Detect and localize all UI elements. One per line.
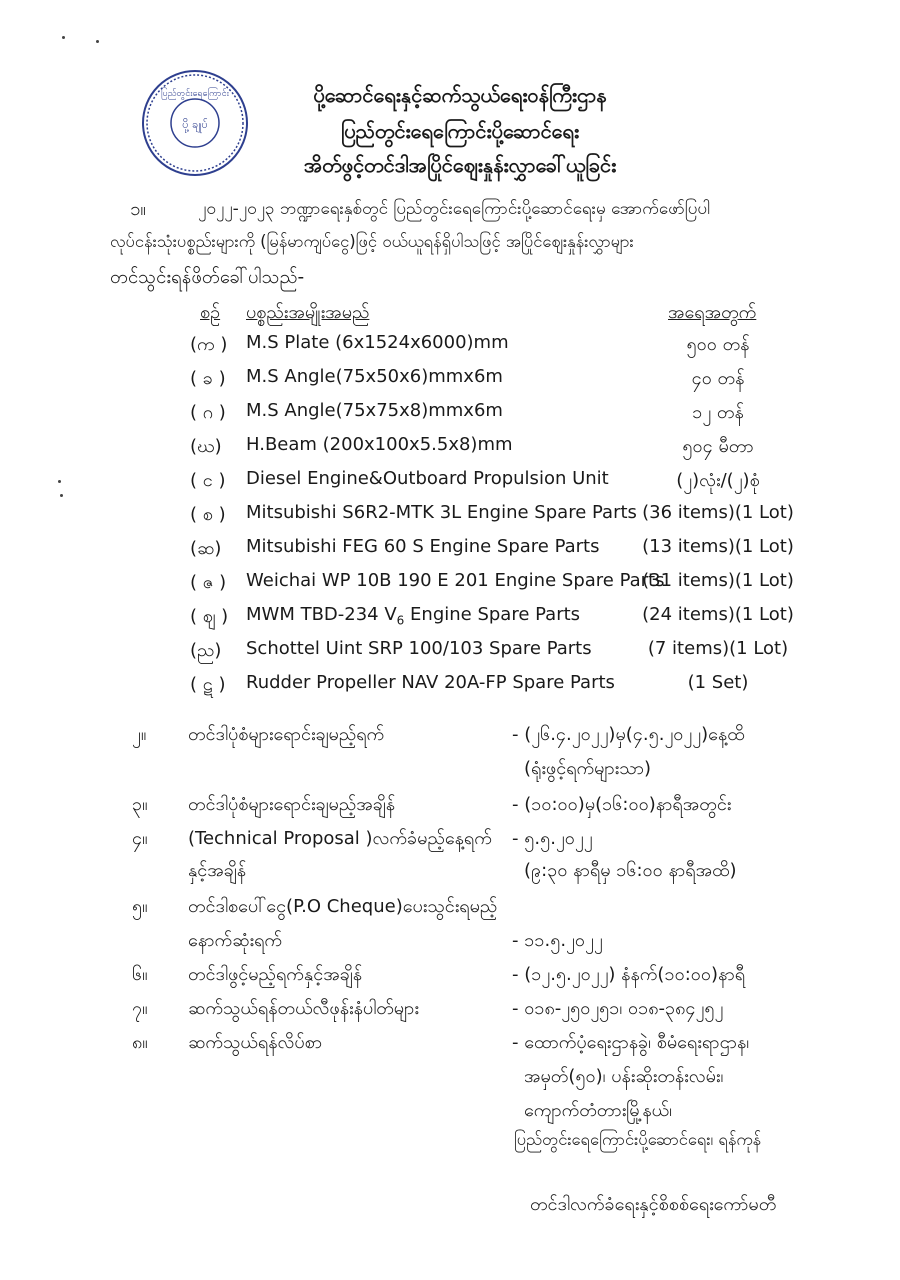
- section-number: ၂။: [132, 724, 147, 745]
- column-header-serial: စဉ်: [200, 302, 221, 323]
- section-number: ၈။: [132, 1032, 148, 1053]
- section-value-note: (၉:၃၀ နာရီမှ ၁၆:၀၀ နာရီအထိ): [524, 860, 737, 881]
- intro-line-3: တင်သွင်းရန်ဖိတ်ခေါ်ပါသည်-: [110, 267, 305, 288]
- para-1-number: ၁။: [130, 199, 147, 220]
- row-mark: (ဆ): [190, 538, 222, 559]
- seal-top-text: ပြည်တွင်းရေကြောင်း: [161, 89, 229, 99]
- address-line-2: အမှတ်(၅၀)၊ ပန်းဆိုးတန်းလမ်း၊: [524, 1066, 724, 1087]
- row-mark: ( င ): [190, 470, 226, 491]
- item-subscript: 6: [396, 613, 405, 628]
- intro-line-2: လုပ်ငန်းသုံးပစ္စည်းများကို (မြန်မာကျပ်ငွေ)ဖြင့် ဝယ်ယူရန်ရှိပါသဖြင့် အပြိုင်ဈေးနှုန်းလွှာများ: [110, 232, 634, 251]
- section-number: ၇။: [132, 998, 148, 1019]
- row-item: M.S Plate (6x1524x6000)mm: [246, 332, 509, 353]
- row-item: Rudder Propeller NAV 20A-FP Spare Parts: [246, 672, 615, 693]
- section-number: ၄။: [132, 828, 148, 849]
- row-mark: (ည): [190, 640, 222, 661]
- row-mark: ( ဇ ): [190, 572, 227, 593]
- scan-speck: [58, 480, 61, 483]
- row-mark: ( ဋ ): [190, 674, 226, 695]
- section-label: (Technical Proposal )လက်ခံမည့်နေ့ရက်: [188, 828, 492, 849]
- row-item: M.S Angle(75x75x8)mmx6m: [246, 400, 503, 421]
- ministry-title: ပို့ဆောင်ရေးနှင့်ဆက်သွယ်ရေးဝန်ကြီးဌာန: [313, 83, 607, 107]
- section-number: ၃။: [132, 794, 148, 815]
- row-quantity: ၅၀၄ မီတာ: [682, 436, 754, 457]
- section-label: ဆက်သွယ်ရန်တယ်လီဖုန်းနံပါတ်များ: [188, 998, 419, 1019]
- row-item: Mitsubishi FEG 60 S Engine Spare Parts: [246, 536, 600, 557]
- section-label: တင်ဒါဖွင့်မည့်ရက်နှင့်အချိန်: [188, 964, 363, 985]
- official-seal: [140, 68, 250, 178]
- committee-signature: တင်ဒါလက်ခံရေးနှင့်စိစစ်ရေးကော်မတီ: [530, 1194, 777, 1215]
- row-mark: ( ဂ ): [190, 402, 226, 423]
- row-item: M.S Angle(75x50x6)mmx6m: [246, 366, 503, 387]
- row-item: [246, 604, 580, 628]
- row-quantity: ၁၂ တန်: [692, 402, 744, 423]
- intro-line-1: ၂၀၂၂-၂၀၂၃ ဘဏ္ဍာရေးနှစ်တွင် ပြည်တွင်းရေကြောင်းပို့ဆောင်ရေးမှ အောက်ဖော်ပြပါ: [198, 199, 711, 219]
- section-number: ၆။: [132, 964, 148, 985]
- item-suffix: Engine Spare Parts: [404, 604, 581, 625]
- item-prefix: MWM TBD-234 V: [246, 604, 397, 625]
- section-value-note: (ရုံးဖွင့်ရက်များသာ): [524, 758, 652, 779]
- seal-center-text: ပို့ ချုပ်: [182, 118, 208, 131]
- tender-title: အိတ်ဖွင့်တင်ဒါအပြိုင်ဈေးနှုန်းလွှာခေါ်ယူခြင်း: [303, 153, 617, 177]
- row-item: Mitsubishi S6R2-MTK 3L Engine Spare Parts: [246, 502, 637, 523]
- department-title: ပြည်တွင်းရေကြောင်းပို့ဆောင်ရေး: [340, 119, 580, 143]
- column-header-quantity: အရေအတွက်: [668, 302, 757, 323]
- section-label: ဆက်သွယ်ရန်လိပ်စာ: [188, 1032, 323, 1053]
- section-label-cont: နောက်ဆုံးရက်: [188, 930, 283, 951]
- row-mark: ( ခ ): [190, 368, 226, 389]
- address-line-1: - ထောက်ပံ့ရေးဌာနခွဲ၊ စီမံရေးရာဌာန၊: [512, 1032, 750, 1053]
- row-quantity: (36 items)(1 Lot): [642, 502, 794, 523]
- row-item: Schottel Uint SRP 100/103 Spare Parts: [246, 638, 592, 659]
- section-number: ၅။: [132, 896, 148, 917]
- row-mark: (ဃ): [190, 436, 222, 457]
- row-quantity: (7 items)(1 Lot): [647, 638, 789, 659]
- row-quantity: (၂)လုံး/(၂)စုံ: [676, 470, 760, 491]
- row-quantity: (1 Set): [687, 672, 749, 693]
- section-value: - ၅.၅.၂၀၂၂: [512, 828, 593, 849]
- row-item: H.Beam (200x100x5.5x8)mm: [246, 434, 513, 455]
- row-item: Diesel Engine&Outboard Propulsion Unit: [246, 468, 609, 489]
- scan-speck: [62, 36, 65, 39]
- section-value: - ၀၁၈-၂၅၀၂၅၁၊ ၀၁၈-၃၈၄၂၅၂: [512, 998, 724, 1019]
- section-value: - ၁၁.၅.၂၀၂၂: [512, 930, 603, 951]
- column-header-item: ပစ္စည်းအမျိုးအမည်: [246, 302, 370, 323]
- row-mark: ( ဈ ): [190, 606, 229, 627]
- section-label: တင်ဒါပုံစံများရောင်းချမည့်အချိန်: [188, 794, 396, 815]
- scan-speck: [96, 40, 99, 43]
- row-quantity: (13 items)(1 Lot): [642, 536, 794, 557]
- section-value: - (၂၆.၄.၂၀၂၂)မှ(၄.၅.၂၀၂၂)နေ့ထိ: [512, 724, 745, 745]
- address-line-4: ပြည်တွင်းရေကြောင်းပို့ဆောင်ရေး၊ ရန်ကုန်: [514, 1130, 762, 1149]
- row-mark: (က ): [190, 334, 228, 355]
- section-label: တင်ဒါပုံစံများရောင်းချမည့်ရက်: [188, 724, 385, 745]
- row-quantity: ၄၀ တန်: [691, 368, 745, 389]
- row-item: Weichai WP 10B 190 E 201 Engine Spare Parts: [246, 570, 665, 591]
- row-quantity: (24 items)(1 Lot): [642, 604, 794, 625]
- section-value: - (၁၀:၀၀)မှ(၁၆:၀၀)နာရီအတွင်း: [512, 794, 732, 815]
- section-label: တင်ဒါစပေါ်ငွေ(P.O Cheque)ပေးသွင်းရမည့်: [188, 896, 498, 917]
- row-quantity: (31 items)(1 Lot): [642, 570, 794, 591]
- row-quantity: ၅၀၀ တန်: [686, 334, 750, 355]
- scan-speck: [60, 494, 63, 497]
- address-line-3: ကျောက်တံတားမြို့နယ်၊: [524, 1100, 672, 1121]
- section-label-cont: နှင့်အချိန်: [188, 860, 247, 881]
- section-value: - (၁၂.၅.၂၀၂၂) နံနက်(၁၀:၀၀)နာရီ: [512, 964, 746, 985]
- row-mark: ( စ ): [190, 504, 226, 525]
